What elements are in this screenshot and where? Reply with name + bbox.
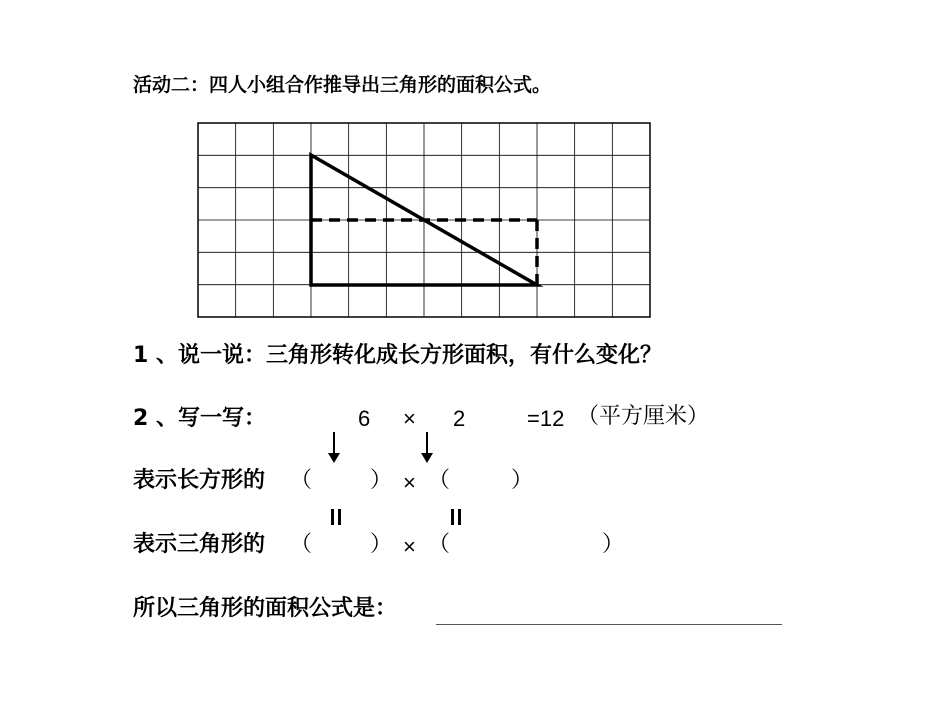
tri-open-paren-2: （ (428, 532, 451, 557)
formula-answer-blank[interactable] (436, 624, 782, 625)
activity-title: 活动二：四人小组合作推导出三角形的面积公式。 (133, 74, 552, 96)
tri-close-paren-2: ） (602, 532, 625, 557)
rect-times-sign: × (403, 470, 416, 495)
equal-mark-icon (331, 509, 334, 525)
question-1: 1 、说一说：三角形转化成长方形面积，有什么变化？ (133, 343, 662, 368)
conclusion-text: 所以三角形的面积公式是： (133, 596, 398, 621)
rect-open-paren-2: （ (428, 468, 451, 493)
times-sign-top: × (403, 406, 416, 431)
equal-mark-icon (458, 509, 461, 525)
tri-open-paren-1: （ (290, 532, 313, 557)
rect-close-paren-1: ） (370, 468, 393, 493)
equal-mark-icon (338, 509, 341, 525)
rect-open-paren-1: （ (290, 468, 313, 493)
rectangle-row-label: 表示长方形的 (133, 468, 266, 493)
tri-times-sign: × (403, 534, 416, 559)
factor-base: 6 (358, 406, 371, 431)
down-arrow-icon (333, 432, 335, 454)
tri-close-paren-1: ） (370, 532, 393, 557)
triangle-row-label: 表示三角形的 (133, 532, 266, 557)
result-value: =12 (527, 406, 565, 431)
area-unit: （平方厘米） (577, 404, 710, 429)
down-arrow-icon (426, 432, 428, 454)
equal-mark-icon (451, 509, 454, 525)
question-2-prefix: 2 、写一写： (133, 406, 266, 431)
factor-height: 2 (453, 406, 466, 431)
rect-close-paren-2: ） (511, 468, 534, 493)
